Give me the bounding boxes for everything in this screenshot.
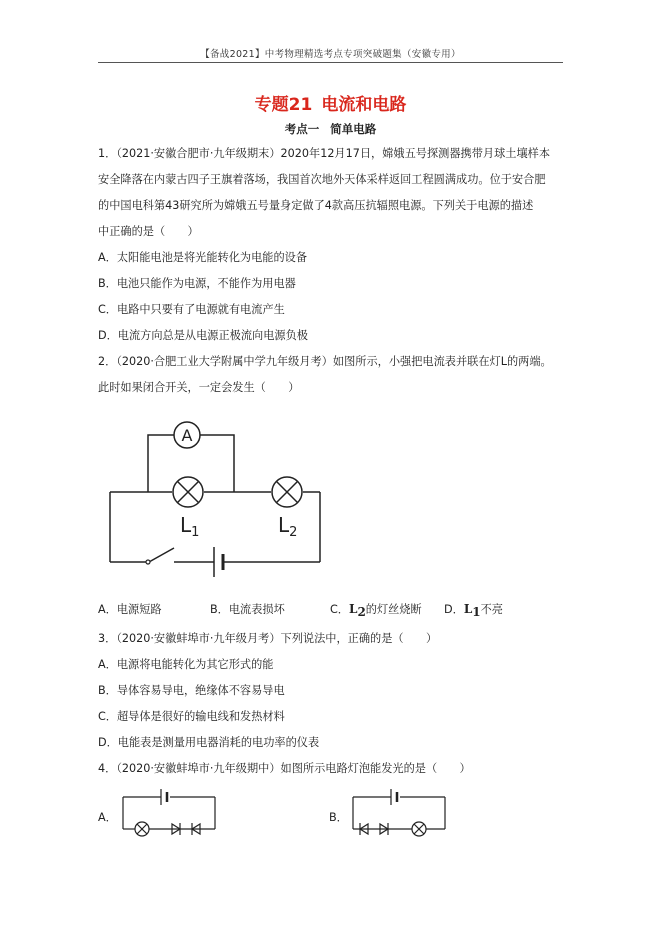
q4-option-a: A． bbox=[98, 811, 117, 824]
q1-line-4: 中正确的是（ ） bbox=[98, 225, 199, 238]
q2-option-d: D．$L_1$不亮 bbox=[444, 602, 503, 620]
q4-line-1: 4．（2020·安徽蚌埠市·九年级期中）如图所示电路灯泡能发光的是（ ） bbox=[98, 762, 471, 775]
q3-option-a: A．电源将电能转化为其它形式的能 bbox=[98, 658, 274, 671]
ammeter-label: A bbox=[181, 426, 193, 445]
lamp-1-icon bbox=[173, 477, 203, 507]
q3-option-b: B．导体容易导电，绝缘体不容易导电 bbox=[98, 684, 285, 697]
page-title bbox=[0, 90, 661, 115]
q4-circuit-b bbox=[350, 785, 450, 841]
q2-option-a: A．电源短路 bbox=[98, 603, 162, 616]
q1-option-b: B．电池只能作为电源，不能作为用电器 bbox=[98, 277, 296, 290]
lamp-1-label: $L_1$ bbox=[180, 513, 200, 540]
ammeter-wire-right bbox=[200, 435, 234, 492]
q4-option-b: B． bbox=[329, 811, 348, 824]
q2-line-2: 此时如果闭合开关，一定会发生（ ） bbox=[98, 381, 300, 394]
q2-option-b: B．电流表损坏 bbox=[210, 603, 285, 616]
q1-line-2: 安全降落在内蒙古四子王旗着落场，我国首次地外天体采样返回工程圆满成功。位于安合肥 bbox=[98, 173, 546, 186]
q3-line-1: 3．（2020·安徽蚌埠市·九年级月考）下列说法中，正确的是（ ） bbox=[98, 632, 438, 645]
section-heading bbox=[0, 121, 661, 137]
q1-option-c: C．电路中只要有了电源就有电流产生 bbox=[98, 303, 285, 316]
switch-lever bbox=[149, 548, 174, 562]
switch-pivot bbox=[146, 560, 150, 564]
q2-circuit-diagram bbox=[100, 415, 330, 587]
q1-line-3: 的中国电科第43研究所为嫦娥五号量身定做了4款高压抗辐照电源。下列关于电源的描述 bbox=[98, 199, 534, 212]
q1-option-a: A．太阳能电池是将光能转化为电能的设备 bbox=[98, 251, 308, 264]
page-header: 【备战2021】中考物理精选考点专项突破题集（安徽专用） bbox=[200, 49, 461, 60]
title-name: 电流和电路 bbox=[321, 95, 407, 115]
lamp-icon bbox=[135, 822, 149, 836]
q3-option-d: D．电能表是测量用电器消耗的电功率的仪表 bbox=[98, 736, 320, 749]
title-topic: 专题21 bbox=[254, 95, 313, 115]
header-rule bbox=[98, 62, 563, 63]
section-name: 简单电路 bbox=[330, 122, 377, 136]
q1-option-d: D．电流方向总是从电源正极流向电源负极 bbox=[98, 329, 308, 342]
q3-option-c: C．超导体是很好的输电线和发热材料 bbox=[98, 710, 285, 723]
q1-line-1: 1．（2021·安徽合肥市·九年级期末）2020年12月17日，嫦娥五号探测器携带月球土壤样本 bbox=[98, 147, 551, 160]
q4-circuit-a bbox=[120, 785, 220, 841]
ammeter-wire-left bbox=[148, 435, 174, 492]
lamp-icon bbox=[412, 822, 426, 836]
section-label: 考点一 bbox=[284, 122, 320, 136]
lamp-2-icon bbox=[272, 477, 302, 507]
lamp-2-label: $L_2$ bbox=[278, 513, 298, 540]
q2-option-c: C．$L_2$的灯丝烧断 bbox=[330, 602, 422, 620]
q2-line-1: 2．（2020·合肥工业大学附属中学九年级月考）如图所示，小强把电流表并联在灯L的两端。 bbox=[98, 355, 552, 368]
